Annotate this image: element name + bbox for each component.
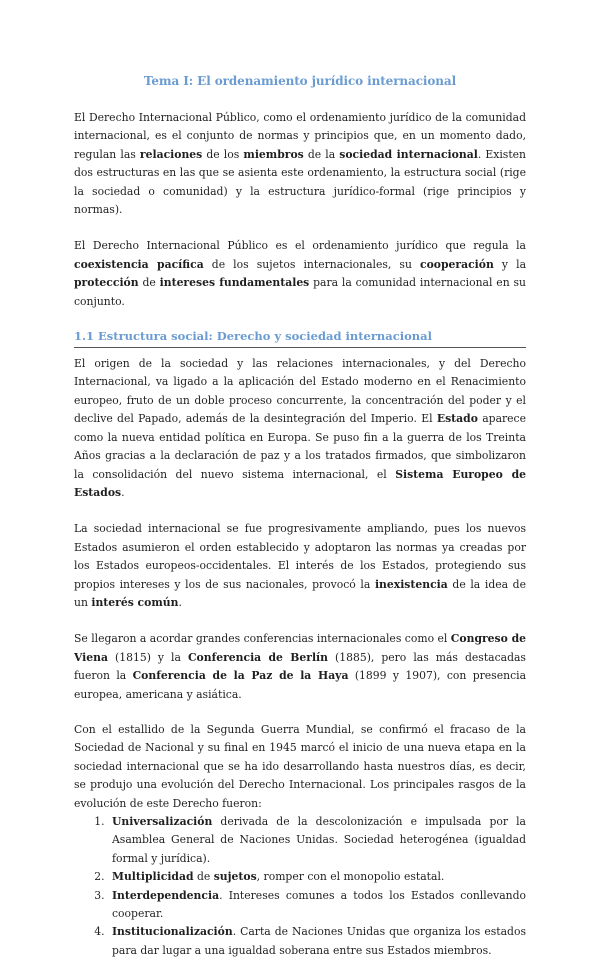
document-title: Tema I: El ordenamiento jurídico internacional bbox=[143, 74, 457, 88]
list-item: 2. Multiplicidad de sujetos, romper con el monopolio estatal. bbox=[108, 868, 526, 886]
paragraph-origin: El origen de la sociedad y las relaciones internacionales, y del Derecho Internacional, va ligado a la aplicación del Estado moderno en el Renacimiento europeo, fruto de un doble proceso concurrente, la concentración del poder y el declive del Papado, además de la desintegración del Imperio. El Estado aparece como la nueva entidad política en Europa. Se puso fin a la guerra de los Treinta Años gracias a la declaración de paz y a los tratados firmados, que simbolizaron la consolidación del nuevo sistema internacional, el Sistema Europeo de Estados. bbox=[74, 357, 527, 499]
list-item: 3. Interdependencia. Intereses comunes a todos los Estados conllevando cooperar. bbox=[108, 887, 526, 924]
paragraph-definition: El Derecho Internacional Público, como el ordenamiento jurídico de la comunidad internacional, es el conjunto de normas y principios que, en un momento dado, regulan las relaciones de los miembros de la sociedad internacional. Existen dos estructuras en las que se asienta este ordenamiento, la estructura social (rige la sociedad o comunidad) y la estructura jurídico-formal (rige principios y normas). bbox=[74, 111, 527, 217]
paragraph-ww2: Con el estallido de la Segunda Guerra Mundial, se confirmó el fracaso de la Sociedad de Nacional y su final en 1945 marcó el inicio de una nueva etapa en la sociedad internacional que se ha ido desarrollando hasta nuestros días, es decir, se produjo una evolución del Derecho Internacional. Los principales rasgos de la evolución de este Derecho fueron: bbox=[74, 722, 526, 810]
list-item: 1. Universalización derivada de la descolonización e impulsada por la Asamblea General de Naciones Unidas. Sociedad heterogénea (igualdad formal y jurídica). bbox=[108, 813, 526, 868]
paragraph-expansion: La sociedad internacional se fue progresivamente ampliando, pues los nuevos Estados asumieron el orden establecido y adoptaron las normas ya creadas por los Estados europeos-occidentales. El interés de los Estados, protegiendo sus propios intereses y los de sus nacionales, provocó la inexistencia de la idea de un interés común. bbox=[74, 522, 526, 609]
evolution-list bbox=[74, 813, 526, 960]
section-divider bbox=[74, 347, 526, 348]
paragraph-regulation: El Derecho Internacional Público es el ordenamiento jurídico que regula la coexistencia pacífica de los sujetos internacionales, su cooperación y la protección de intereses fundamentales para la comunidad internacional en su conjunto. bbox=[74, 239, 527, 308]
list-item: 4. Institucionalización. Carta de Naciones Unidas que organiza los estados para dar lugar a una igualdad soberana entre sus Estados miembros. bbox=[108, 923, 526, 960]
paragraph-conferences: Se llegaron a acordar grandes conferencias internacionales como el Congreso de Viena (1815) y la Conferencia de Berlín (1885), pero las más destacadas fueron la Conferencia de la Paz de la Haya (1899 y 1907), con presencia europea, americana y asiática. bbox=[74, 632, 527, 701]
section-heading: 1.1 Estructura social: Derecho y sociedad internacional bbox=[74, 329, 432, 344]
